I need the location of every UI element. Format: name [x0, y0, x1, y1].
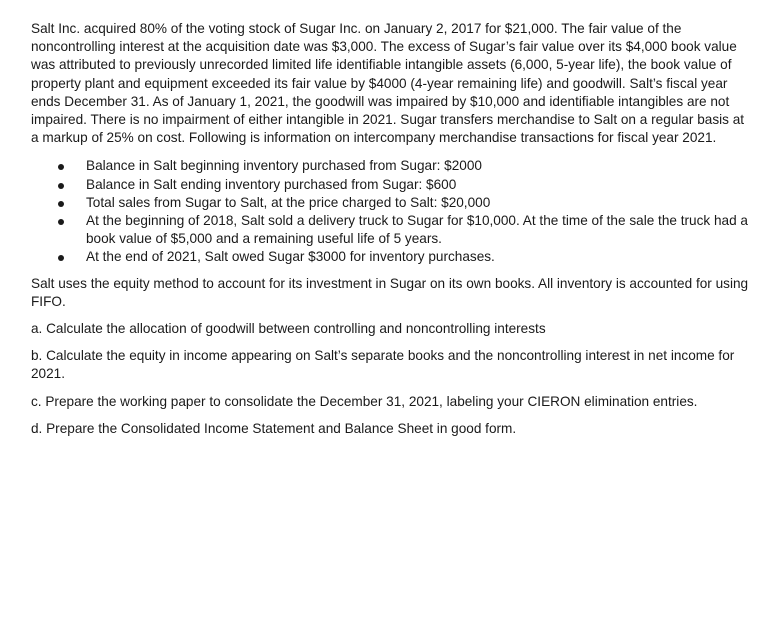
question-d: d. Prepare the Consolidated Income Statement and Balance Sheet in good form. [31, 420, 517, 436]
list-item [31, 248, 751, 266]
bullet-icon [58, 164, 64, 170]
list-item [31, 212, 751, 248]
bullet-text: At the end of 2021, Salt owed Sugar $3000 for inventory purchases. [86, 249, 495, 265]
bullet-text: Balance in Salt ending inventory purchased from Sugar: $600 [86, 176, 457, 192]
question-c: c. Prepare the working paper to consolidate the December 31, 2021, labeling your CIERON elimination entries. [31, 393, 698, 409]
bullet-icon [58, 255, 64, 261]
equity-method-note: Salt uses the equity method to account for its investment in Sugar on its own books. All inventory is accounted for using FIFO. [31, 275, 749, 309]
question-a: a. Calculate the allocation of goodwill between controlling and noncontrolling interests [31, 321, 546, 337]
bullet-icon [58, 201, 64, 207]
transaction-list [31, 157, 751, 266]
intro-paragraph: Salt Inc. acquired 80% of the voting stock of Sugar Inc. on January 2, 2017 for $21,000. The fair value of the noncontrolling interest at the acquisition date was $3,000. The excess of Sugar’s fair value over its $4,000 book value was attributed to previously unrecorded limited life identifiable intangible assets (6,000, 5-year life), the book value of property plant and equipment exceeded its fair value by $4000 (4-year remaining life) and goodwill. Salt’s fiscal year ends December 31. As of January 1, 2021, the goodwill was impaired by $10,000 and identifiable intangibles are not impaired. There is no impairment of either intangible in 2021. Sugar transfers merchandise to Salt on a regular basis at a markup of 25% on cost. Following is information on intercompany merchandise transactions for fiscal year 2021. [31, 21, 745, 146]
bullet-icon [58, 219, 64, 225]
bullet-icon [58, 183, 64, 189]
bullet-text: At the beginning of 2018, Salt sold a delivery truck to Sugar for $10,000. At the time of the sale the truck had a book value of $5,000 and a remaining useful life of 5 years. [86, 213, 748, 247]
bullet-text: Total sales from Sugar to Salt, at the price charged to Salt: $20,000 [86, 194, 491, 210]
list-item [31, 157, 751, 175]
question-b: b. Calculate the equity in income appearing on Salt’s separate books and the noncontrolling interest in net income for 2021. [31, 348, 735, 382]
list-item [31, 176, 751, 194]
problem-document [31, 20, 751, 447]
list-item [31, 194, 751, 212]
bullet-text: Balance in Salt beginning inventory purchased from Sugar: $2000 [86, 158, 482, 174]
